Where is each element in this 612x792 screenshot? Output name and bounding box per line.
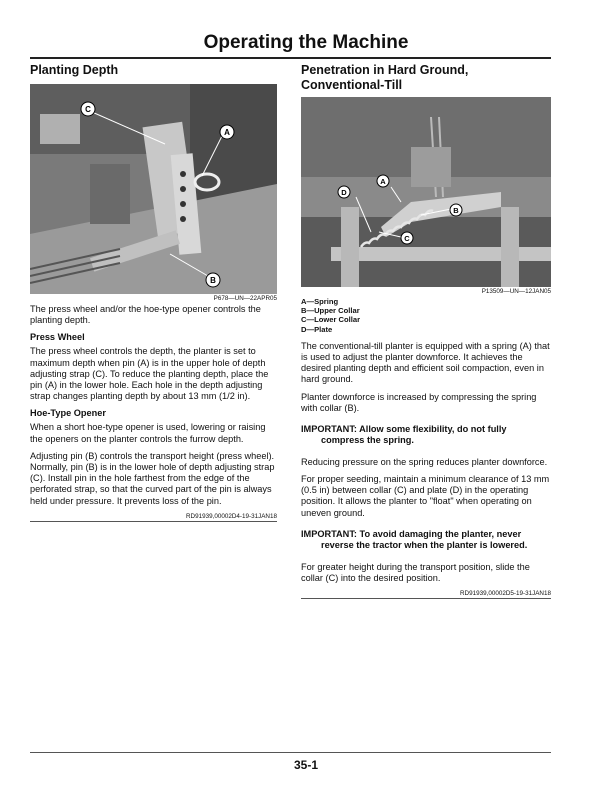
- legend-item-plate: D—Plate: [301, 324, 333, 334]
- penetration-photo: [301, 97, 551, 287]
- section-heading-planting-depth: Planting Depth: [30, 63, 119, 77]
- hoe-opener-text-1: When a short hoe-type opener is used, lowering or raising the openers on the planter controls the furrow depth.: [30, 422, 266, 444]
- right-column: [301, 63, 551, 599]
- figure-id-left: P678—UN—22APR05: [213, 295, 277, 302]
- figure-id-right: P13509—UN—12JAN05: [481, 288, 551, 295]
- downforce-increase-text: Planter downforce is increased by compressing the spring with collar (B).: [301, 391, 537, 413]
- important-note-reverse: IMPORTANT: To avoid damaging the planter, never reverse the tractor when the planter is lowered.: [301, 528, 528, 551]
- downforce-reduce-text: Reducing pressure on the spring reduces planter downforce.: [301, 456, 548, 467]
- figure-legend: [301, 297, 551, 334]
- hoe-opener-text-2: Adjusting pin (B) controls the transport height (press wheel). Normally, pin (B) is in the lower hole of depth adjusting strap (C). Install pin in the hole farthest from the edge of the perforated strap, so that the curved part of the pin is always held under pressure. It prevents loss of the pin.: [30, 450, 275, 506]
- spring-description: The conventional-till planter is equipped with a spring (A) that is used to adjust the planter downforce. It achieves the desired planting depth and efficient soil compaction, even in hard ground.: [301, 340, 550, 385]
- callout-c-label-right: C: [404, 234, 410, 243]
- subheading-press-wheel: Press Wheel: [30, 332, 85, 343]
- reference-id-left: RD91939,00002D4-19-31JAN18: [185, 512, 277, 520]
- legend-item-upper-collar: B—Upper Collar: [301, 306, 360, 316]
- section-end-rule-left: [30, 521, 277, 522]
- title-divider: [30, 57, 551, 59]
- penetration-illustration: [301, 97, 551, 287]
- important-note-flexibility: IMPORTANT: Allow some flexibility, do not fully compress the spring.: [301, 424, 507, 446]
- clearance-text: For proper seeding, maintain a minimum clearance of 13 mm (0.5 in) between collar (C) and plate (D) in the operating position. It allows the planter to "float" when operating on uneven ground.: [301, 474, 550, 518]
- legend-item-spring: A—Spring: [301, 297, 339, 306]
- left-column: [30, 63, 277, 522]
- subheading-hoe-type-opener: Hoe-Type Opener: [30, 408, 106, 419]
- planting-depth-photo: [30, 84, 277, 294]
- planting-depth-illustration: [30, 84, 277, 294]
- section-end-rule-right: [301, 598, 551, 599]
- page-title: Operating the Machine: [203, 32, 409, 53]
- transport-height-text: For greater height during the transport position, slide the collar (C) into the desired position.: [301, 561, 530, 583]
- legend-item-lower-collar: C—Lower Collar: [301, 315, 361, 325]
- callout-a-label-right: A: [380, 177, 386, 186]
- callout-c-label: C: [85, 105, 91, 114]
- callout-b-label: B: [210, 276, 216, 285]
- callout-b-label-right: B: [453, 206, 459, 215]
- callout-a-label: A: [224, 128, 230, 137]
- callout-d-label: D: [341, 188, 347, 197]
- footer-divider: [30, 752, 551, 753]
- reference-id-right: RD91939,00002D5-19-31JAN18: [459, 590, 551, 598]
- page-number: 35-1: [293, 758, 319, 772]
- section-heading-penetration: Penetration in Hard Ground, Conventional-Till: [301, 63, 469, 92]
- press-wheel-text: The press wheel controls the depth, the planter is set to maximum depth when pin (A) is in the upper hole of depth adjusting strap (C). To reduce the planting depth, place the pin (A) in the lower hole. Each hole in the depth adjusting strap changes planting depth by about 13 mm (1/2 in).: [30, 346, 269, 402]
- intro-text: The press wheel and/or the hoe-type opener controls the planting depth.: [30, 304, 261, 326]
